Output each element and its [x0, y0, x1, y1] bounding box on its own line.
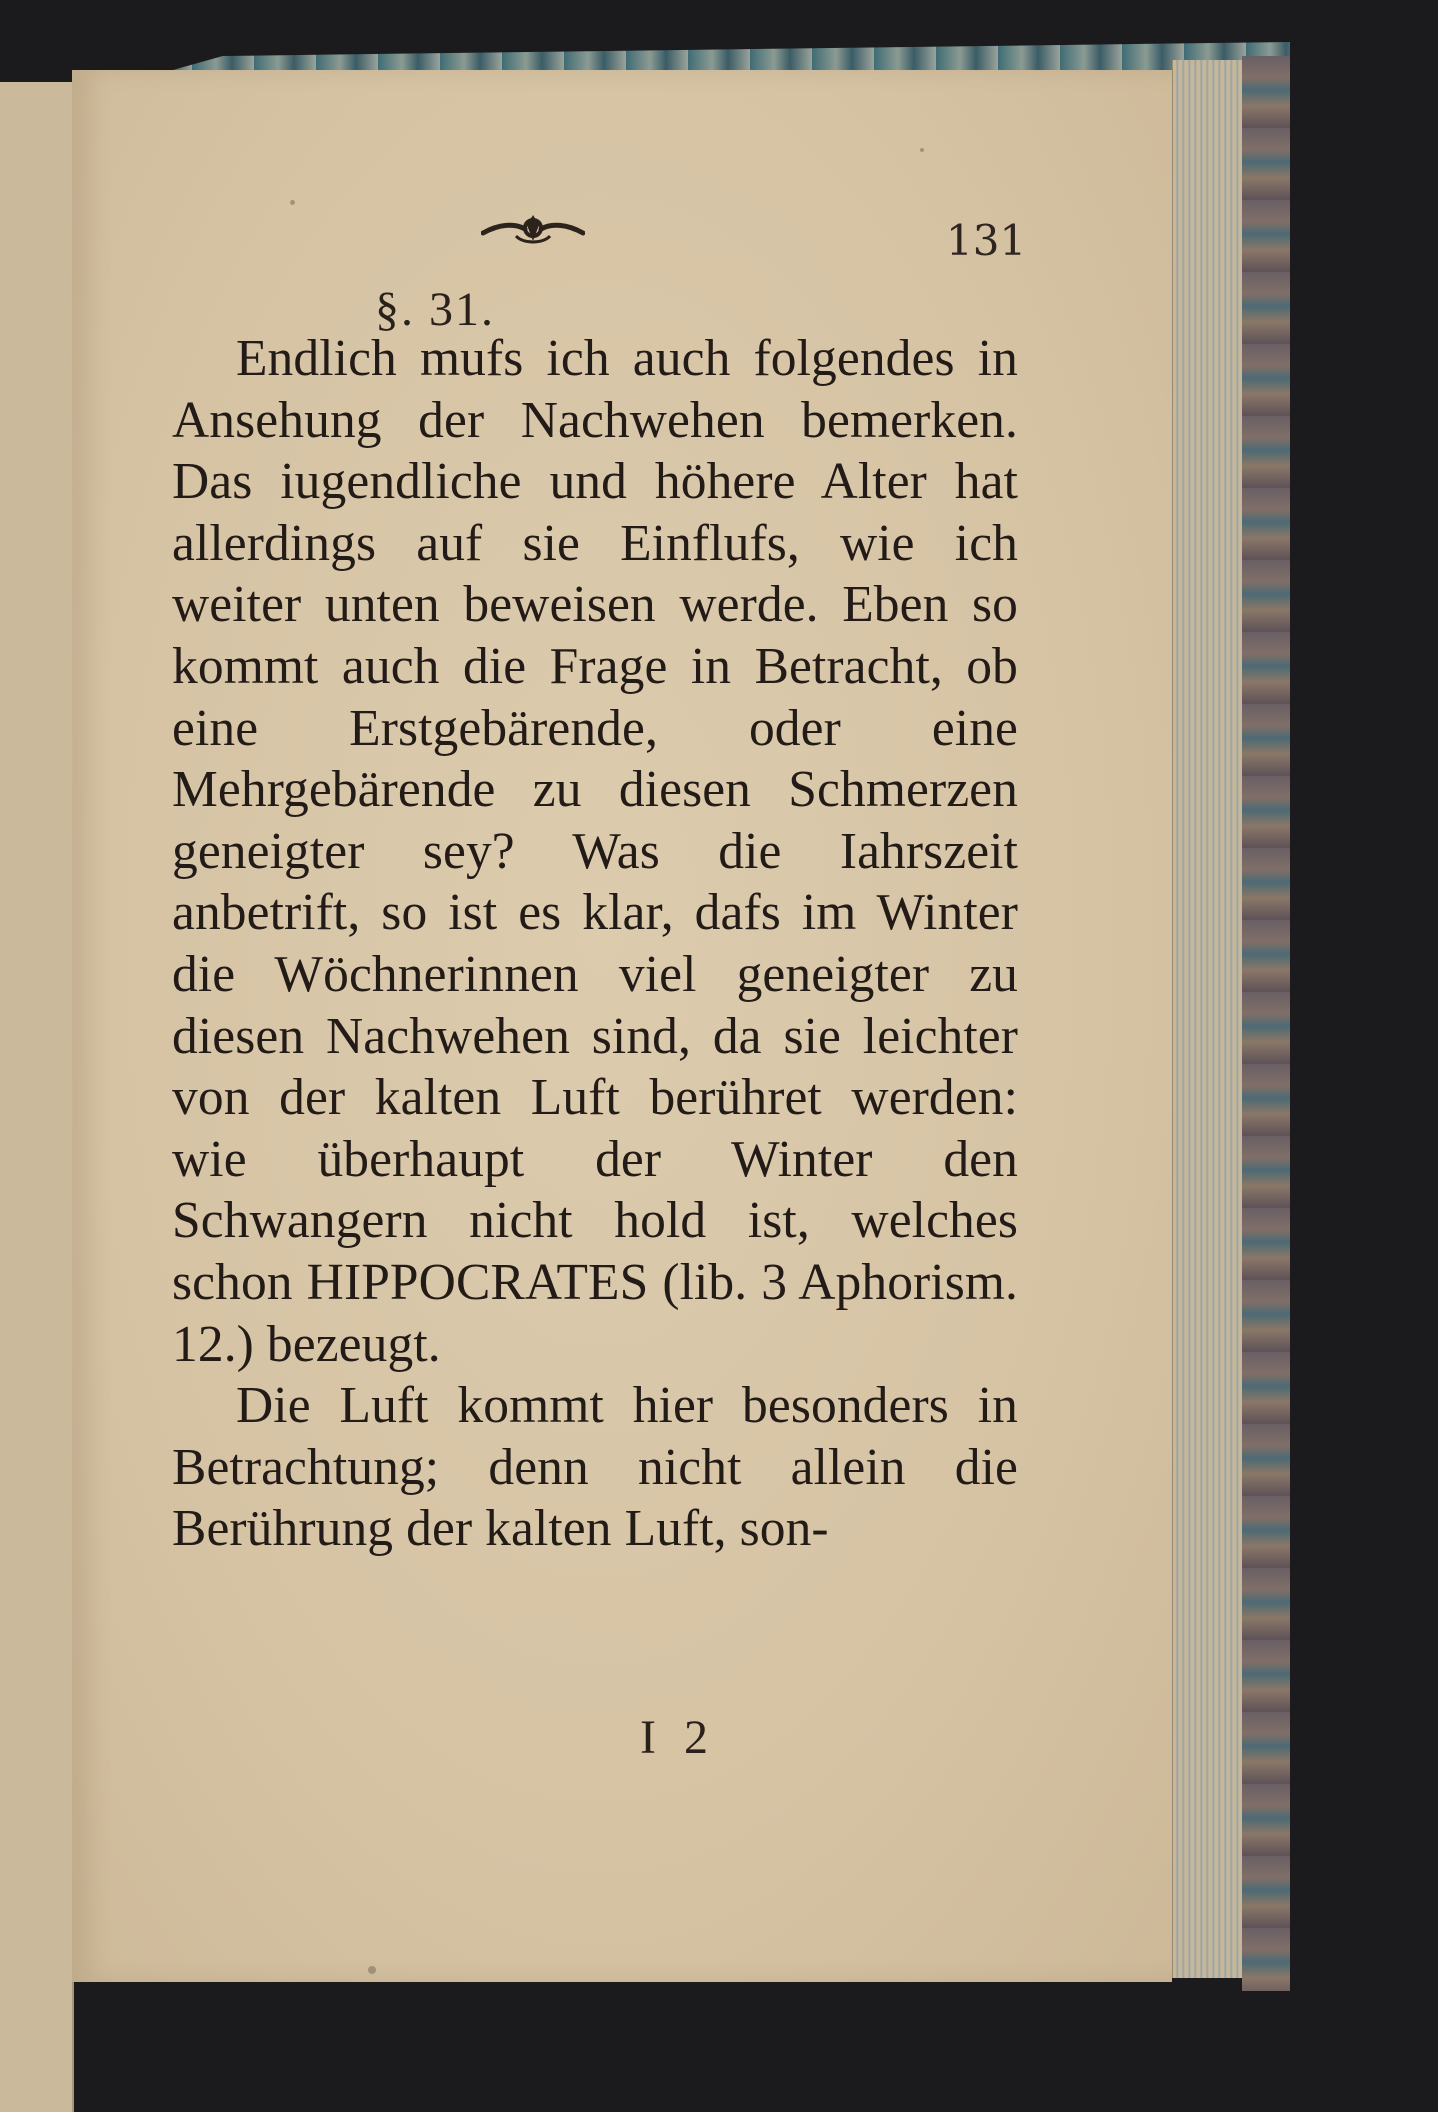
main-text-block	[172, 328, 1018, 1560]
printer-signature: I 2	[640, 1711, 716, 1764]
paragraph-1: Endlich mufs ich auch folgendes in Ansehung der Nachwehen bemerken. Das iugendliche und höhere Alter hat allerdings auf sie Einflufs, wie ich weiter unten beweisen werde. Eben so kommt auch die Frage in Betracht, ob eine Erstgebärende, oder eine Mehrgebärende zu diesen Schmerzen geneigter sey? Was die Iahrszeit anbetrift, so ist es klar, dafs im Winter die Wöchnerinnen viel geneigter zu diesen Nachwehen sind, da sie leichter von der kalten Luft berühret werden: wie überhaupt der Winter den Schwangern nicht hold ist, welches schon HIPPOCRATES (lib. 3 Aphorism. 12.) bezeugt.	[172, 330, 1018, 1373]
paragraph-2: Die Luft kommt hier besonders in Betrachtung; denn nicht allein die Berührung der kalten Luft, son-	[172, 1377, 1018, 1558]
page-edges	[1172, 60, 1243, 1978]
left-page-edge	[0, 82, 74, 2112]
book-cover-edge	[1242, 56, 1290, 1991]
ink-spot	[368, 1966, 376, 1974]
page-number: 131	[946, 216, 1027, 265]
section-number: §. 31.	[375, 283, 495, 336]
ink-spot	[920, 148, 924, 152]
printer-ornament-icon	[481, 212, 585, 246]
ink-spot	[290, 200, 295, 205]
